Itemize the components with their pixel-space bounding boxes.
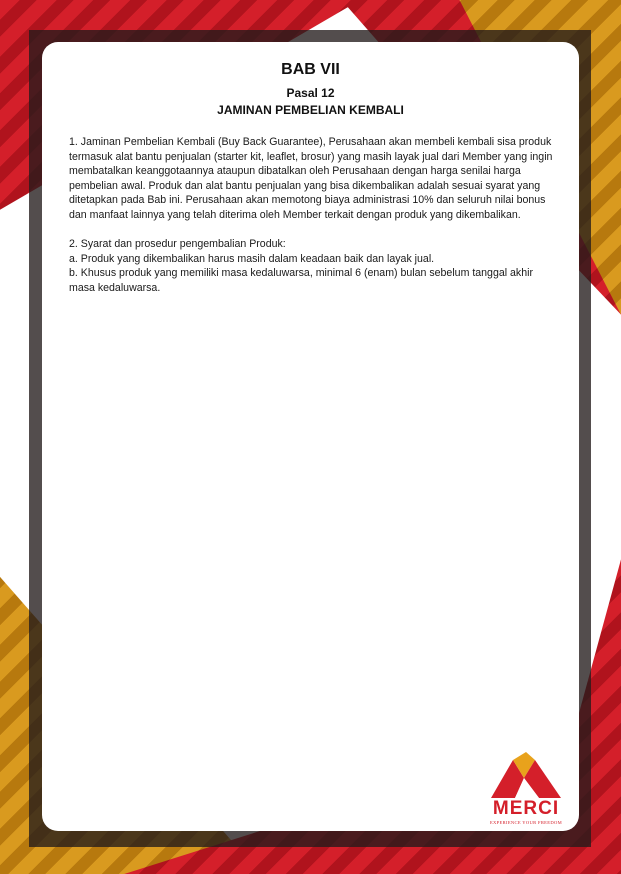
list-item-expiry: b. Khusus produk yang memiliki masa kedaluwarsa, minimal 6 (enam) bulan sebelum tanggal akhir masa kedaluwarsa. [69, 267, 533, 294]
paragraph-return-requirements: 2. Syarat dan prosedur pengembalian Produk: [69, 238, 286, 251]
merci-logo-mark-icon [491, 752, 561, 800]
section-title: JAMINAN PEMBELIAN KEMBALI [217, 103, 404, 117]
merci-logo [481, 752, 571, 828]
body-text [69, 135, 559, 296]
article-title: Pasal 12 [286, 86, 335, 100]
chapter-title: BAB VII [281, 61, 340, 78]
merci-logo-tagline: EXPERIENCE YOUR FREEDOM [489, 820, 563, 825]
list-item-condition: a. Produk yang dikembalikan harus masih dalam keadaan baik dan layak jual. [69, 252, 435, 265]
paragraph-buyback-guarantee: 1. Jaminan Pembelian Kembali (Buy Back Guarantee), Perusahaan akan membeli kembali sisa produk termasuk alat bantu penjualan (starter kit, leaflet, brosur) yang masih layak jual dari Member yang ingin membatalkan keanggotaannya ataupun dibatalkan oleh Perusahaan dengan harga senilai harga pembelian awal. Produk dan alat bantu penjualan yang bisa dikembalikan adalah sesuai syarat yang ditetapkan pada Bab ini. Perusahaan akan memotong biaya administrasi 10% dan seluruh nilai bonus dan manfaat lainnya yang telah diterima oleh Member terkait dengan produk yang dikembalikan. [69, 136, 553, 221]
merci-logo-wordmark: MERCI [492, 798, 560, 819]
